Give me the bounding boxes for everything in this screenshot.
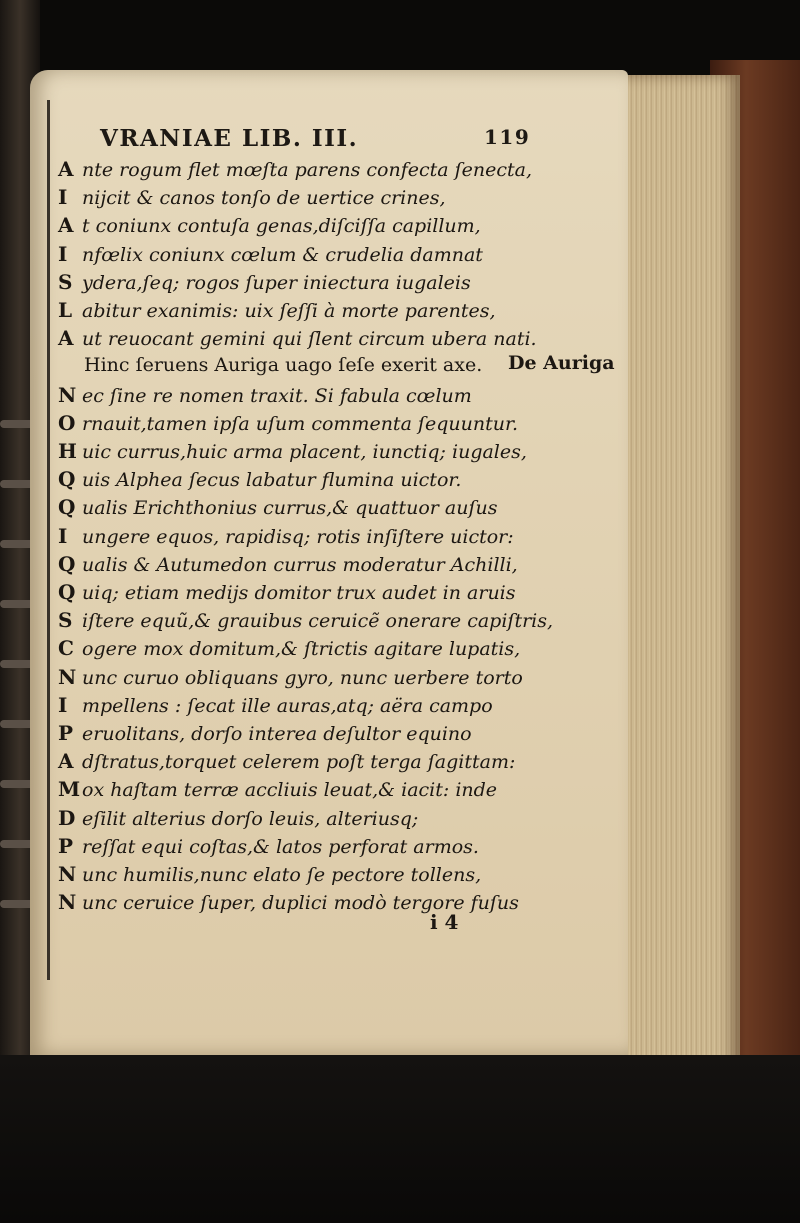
page-number: 119 [484,125,531,149]
verse-line-text: mpellens : ſecat ille auras,atq; aëra campo [82,694,493,717]
verse-line [58,636,520,662]
verse-line [58,298,496,324]
initial-capital: P [58,833,74,858]
verse-line [58,721,472,747]
verse-line [58,213,481,239]
verse-line-text: nte rogum flet mœſta parens confecta ſenecta, [82,159,533,181]
initial-capital: L [58,298,73,322]
verse-line-text: rnauit,tamen ipſa uſum commenta ſequuntur. [82,412,518,435]
verse-line [58,834,479,860]
verse-line [58,777,497,803]
verse-line [58,693,493,719]
verse-line-text: reſſat equi coſtas,& latos perforat armos. [82,835,479,858]
verse-line-text: ogere mox domitum,& ſtrictis agitare lupatis, [82,638,521,661]
initial-capital: N [58,862,77,886]
initial-capital: H [58,439,77,463]
verse-line [58,467,461,493]
verse-line [58,326,537,352]
verse-line-text: uis Alphea ſecus labatur flumina uictor. [82,469,462,492]
verse-line-text: eruolitans, dorſo interea deſultor equino [82,723,472,745]
initial-capital: A [58,157,74,181]
verse-line [58,665,523,691]
page-edges [618,75,740,1075]
verse-line-text: unc curuo obliquans gyro, nunc uerbere torto [82,666,523,689]
initial-capital: N [58,382,77,407]
verse-line [58,439,527,465]
verse-line-text: ualis & Autumedon currus moderatur Achilli, [82,553,518,576]
initial-capital: I [58,241,68,266]
initial-capital: I [58,523,68,548]
verse-line-text: ydera,ſeq; rogos ſuper iniectura iugaleis [82,271,471,294]
verse-line-text: nijcit & canos tonſo de uertice crines, [82,187,446,210]
initial-capital: A [58,326,74,351]
verse-line-text: iſtere equũ,& grauibus ceruicẽ onerare capiſtris, [82,610,554,633]
initial-capital: S [58,608,73,633]
verse-line-text: ec ſine re nomen traxit. Si fabula cœlum [82,384,472,407]
margin-note: De Auriga [508,352,615,374]
initial-capital: A [58,213,74,238]
initial-capital: C [58,636,74,661]
initial-capital: Q [58,551,76,576]
verse-line-text: abitur exanimis: uix ſeſſi à morte parentes, [82,300,496,322]
initial-capital: N [58,890,77,915]
verse-line-text: Hinc ſeruens Auriga uago ſeſe exerit axe. [84,354,483,377]
verse-line-text: ungere equos, rapidisq; rotis inſiſtere uictor: [82,525,514,548]
verse-line [58,806,418,832]
verse-line [58,495,497,521]
verse-line-text: dſtratus,torquet celerem poſt terga ſagittam: [82,751,516,774]
initial-capital: I [58,185,68,210]
initial-capital: O [58,410,76,435]
initial-capital: Q [58,495,76,520]
running-head: VRANIAE LIB. III. [100,125,359,152]
initial-capital: D [58,805,76,830]
verse-line [58,185,446,211]
verse-line-text: uiq; etiam medijs domitor trux audet in aruis [82,582,516,604]
signature-mark: i 4 [430,910,459,934]
verse-line [58,157,532,183]
initial-capital: A [58,749,74,774]
verse-line-text: ualis Erichthonius currus,& quattuor auſus [82,497,498,520]
verse-line-text: unc humilis,nunc elato ſe pectore tollens, [82,864,482,886]
initial-capital: Q [58,580,76,604]
verse-line-text: ut reuocant gemini qui ſlent circum ubera nati. [82,328,537,351]
verse-line [58,862,481,888]
verse-line-text: ox haſtam terræ accliuis leuat,& iacit: inde [82,779,498,802]
verse-line [58,242,483,268]
verse-line-text: eſilit alterius dorſo leuis, alteriusq; [82,807,419,830]
initial-capital: P [58,721,74,745]
verse-line-text: nfœlix coniunx cœlum & crudelia damnat [82,243,483,266]
verse-line [58,749,515,775]
verse-line [58,552,518,578]
page-header [100,115,531,155]
initial-capital: Q [58,467,76,492]
initial-capital: N [58,664,77,689]
verse-line [58,270,471,296]
verse-line [58,608,553,634]
verse-line-text: unc ceruice ſuper, duplici modò tergore fuſus [82,892,519,915]
initial-capital: S [58,269,73,294]
verse-line [58,411,518,437]
initial-capital: I [58,692,68,717]
verse-line [58,383,472,409]
verse-line [58,354,482,380]
gutter-line [47,100,50,980]
verse-line-text: uic currus,huic arma placent, iunctiq; iugales, [82,441,527,463]
verse-line [58,524,514,550]
initial-capital: M [58,777,81,802]
background-bottom [0,1055,800,1223]
verse-line-text: t coniunx contuſa genas,diſciſſa capillum, [82,215,481,238]
verse-line [58,580,516,606]
